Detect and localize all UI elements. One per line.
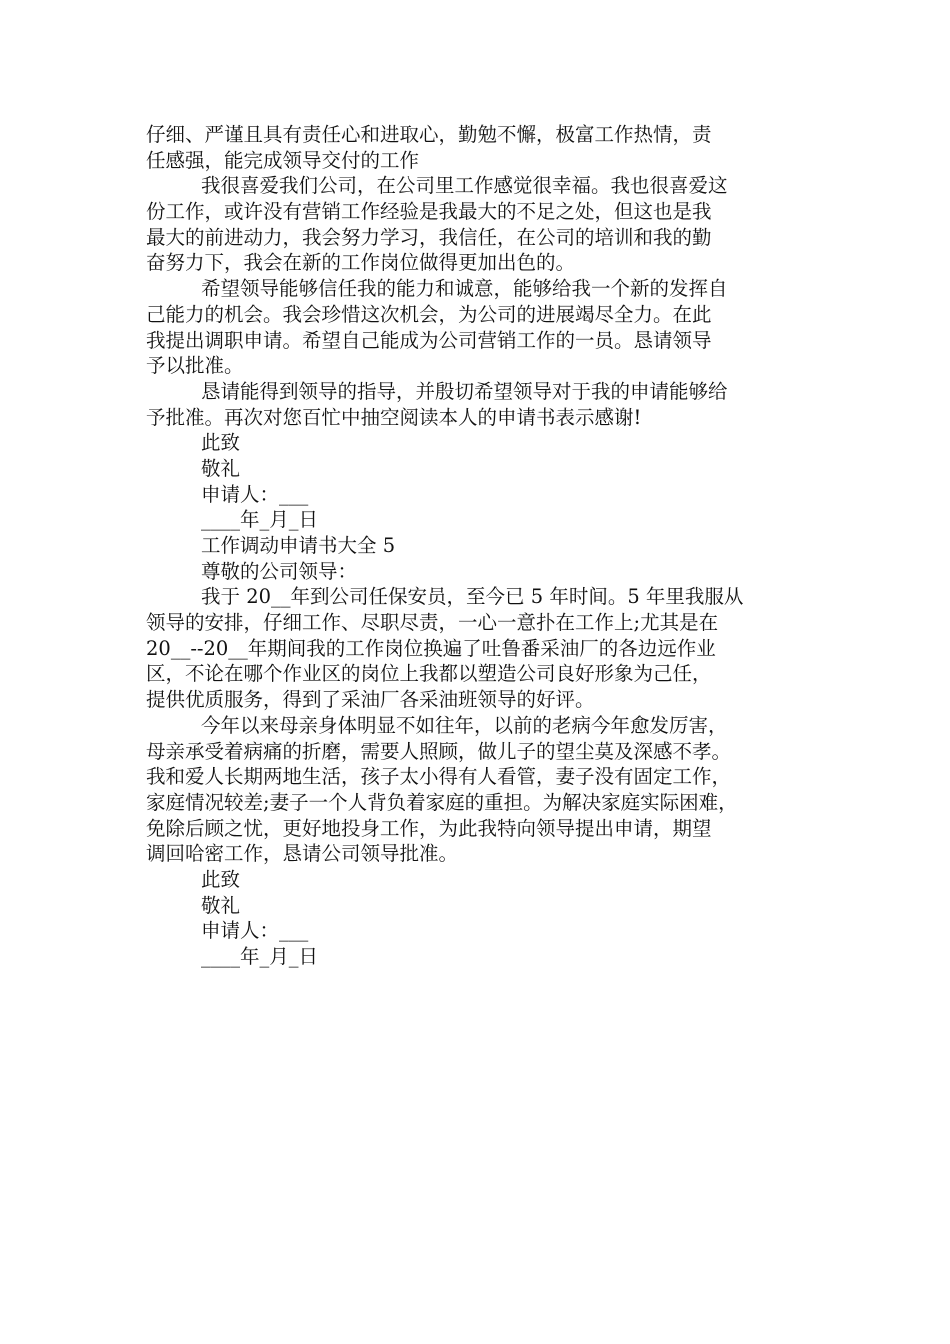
- text-line: 免除后顾之忧，更好地投身工作，为此我特向领导提出申请，期望: [146, 816, 712, 840]
- text-line: 我提出调职申请。希望自己能成为公司营销工作的一员。恳请领导: [146, 328, 712, 352]
- text-line: 希望领导能够信任我的能力和诚意，能够给我一个新的发挥自: [201, 277, 728, 301]
- text-line: 此致: [201, 867, 241, 891]
- text-line: 仔细、严谨且具有责任心和进取心，勤勉不懈，极富工作热情，责: [146, 123, 712, 146]
- text-line: 敬礼: [201, 456, 241, 480]
- text-line: 20__--20__年期间我的工作岗位换遍了吐鲁番采油厂的各边远作业: [146, 636, 716, 660]
- text-line: 恳请能得到领导的指导，并殷切希望领导对于我的申请能够给: [201, 379, 728, 403]
- document-body: [146, 122, 846, 970]
- text-line: 予批准。再次对您百忙中抽空阅读本人的申请书表示感谢!: [146, 405, 642, 429]
- text-line: 申请人：___: [201, 482, 309, 506]
- text-line: 我于 20__年到公司任保安员，至今已 5 年时间。5 年里我服从: [201, 585, 744, 609]
- text-line: ____年_月_日: [201, 508, 319, 532]
- text-line: 区，不论在哪个作业区的岗位上我都以塑造公司良好形象为己任，: [146, 662, 712, 686]
- text-line: 提供优质服务，得到了采油厂各采油班领导的好评。: [146, 688, 595, 712]
- text-line: 己能力的机会。我会珍惜这次机会，为公司的进展竭尽全力。在此: [146, 302, 712, 326]
- text-line: 领导的安排，仔细工作、尽职尽责，一心一意扑在工作上;尤其是在: [146, 611, 719, 635]
- text-line: 予以批准。: [146, 354, 244, 378]
- text-line: 家庭情况较差;妻子一个人背负着家庭的重担。为解决家庭实际困难，: [146, 790, 738, 814]
- text-line: 我和爱人长期两地生活，孩子太小得有人看管，妻子没有固定工作，: [146, 765, 732, 789]
- text-line: 工作调动申请书大全 5: [201, 534, 396, 557]
- text-line: 尊敬的公司领导：: [201, 559, 358, 583]
- text-line: 母亲承受着病痛的折磨，需要人照顾，做儿子的望尘莫及深感不孝。: [146, 739, 732, 763]
- text-line: 今年以来母亲身体明显不如往年，以前的老病今年愈发厉害，: [201, 713, 728, 737]
- text-line: ____年_月_日: [201, 945, 319, 968]
- text-line: 奋努力下，我会在新的工作岗位做得更加出色的。: [146, 251, 576, 275]
- text-line: 申请人：___: [201, 919, 309, 943]
- text-line: 敬礼: [201, 893, 241, 917]
- text-line: 此致: [201, 431, 241, 455]
- text-line: 任感强，能完成领导交付的工作: [146, 148, 420, 172]
- text-line: 份工作，或许没有营销工作经验是我最大的不足之处，但这也是我: [146, 200, 712, 224]
- text-line: 最大的前进动力，我会努力学习，我信任，在公司的培训和我的勤: [146, 225, 712, 249]
- text-line: 我很喜爱我们公司，在公司里工作感觉很幸福。我也很喜爱这: [201, 174, 728, 198]
- text-line: 调回哈密工作，恳请公司领导批准。: [146, 842, 459, 866]
